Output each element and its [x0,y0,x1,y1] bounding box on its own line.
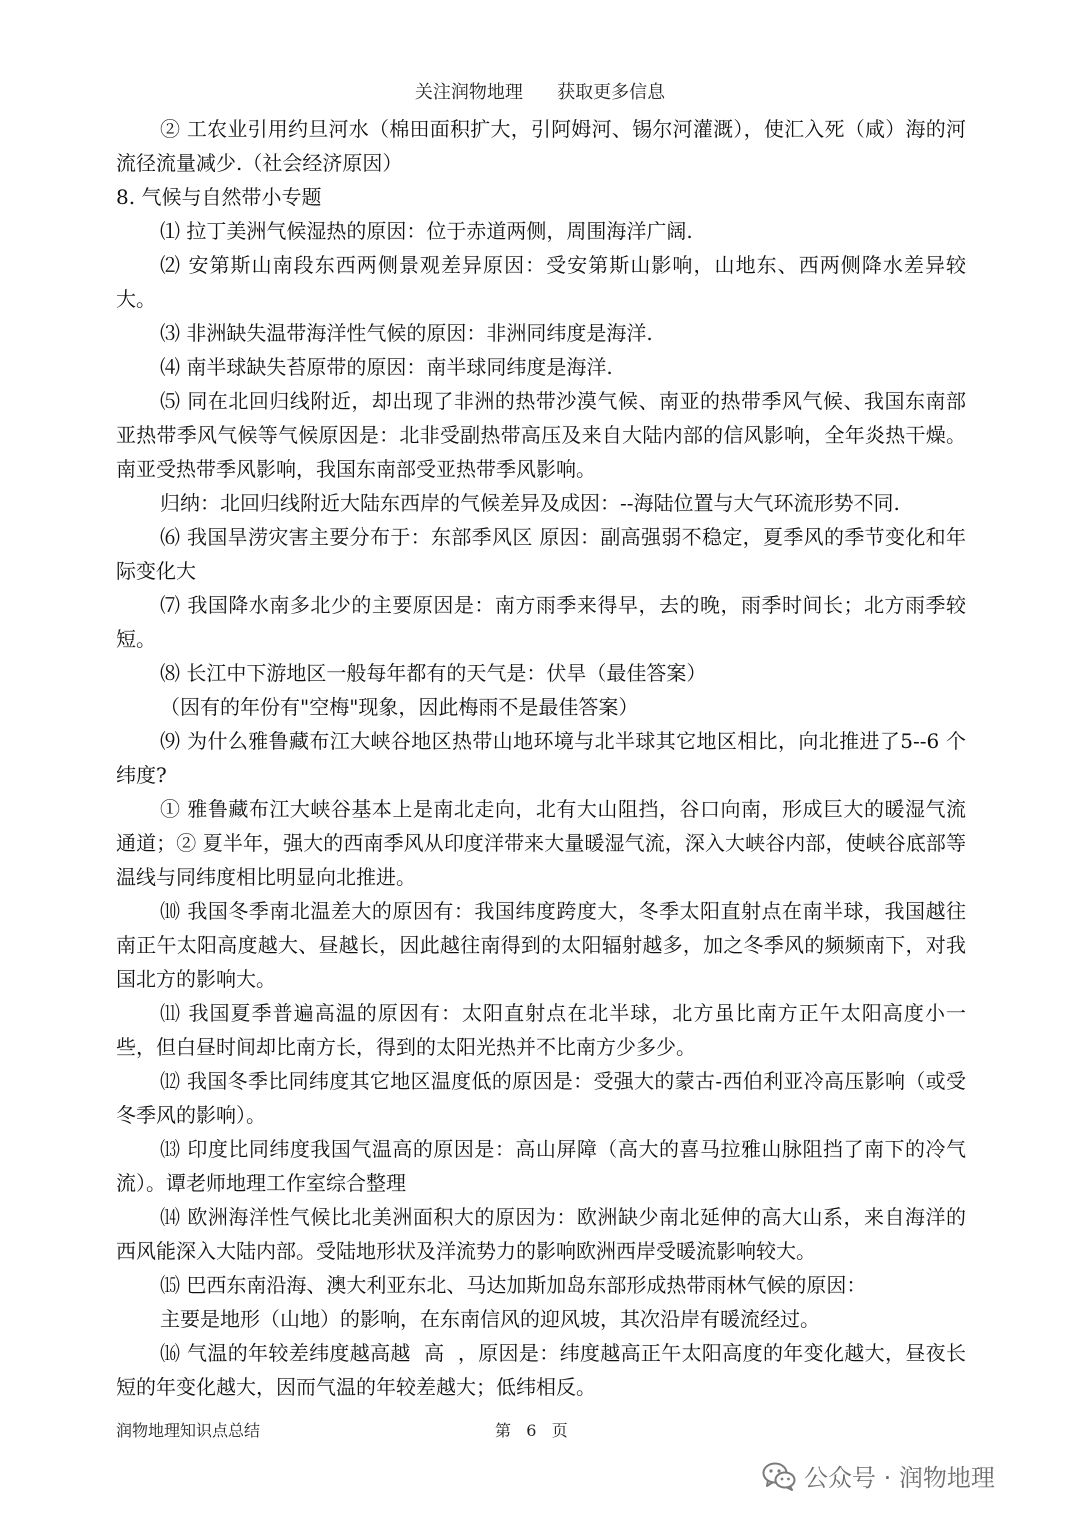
footer-title: 润物地理知识点总结 [116,1421,261,1440]
paragraph: ⒃ 气温的年较差纬度越高越 高 ，原因是：纬度越高正午太阳高度的年变化越大，昼夜长短的年变化越大，因而气温的年较差越大；低纬相反。 [116,1341,966,1399]
paragraph: ⒁ 欧洲海洋性气候比北美洲面积大的原因为：欧洲缺少南北延伸的高大山系，来自海洋的西风能深入大陆内部。受陆地形状及洋流势力的影响欧洲西岸受暖流影响较大。 [116,1205,966,1263]
paragraph: （因有的年份有"空梅"现象，因此梅雨不是最佳答案） [160,695,639,719]
paragraph: ⑿ 我国冬季比同纬度其它地区温度低的原因是：受强大的蒙古-西伯利亚冷高压影响（或受冬季风的影响）。 [116,1069,966,1127]
watermark-text: 公众号 · 润物地理 [804,1464,995,1492]
section-heading: 8. 气候与自然带小专题 [116,185,322,209]
paragraph: ⑼ 为什么雅鲁藏布江大峡谷地区热带山地环境与北半球其它地区相比，向北推进了5--6 个纬度? [116,729,966,787]
paragraph: ⑺ 我国降水南多北少的主要原因是：南方雨季来得早，去的晚，雨季时间长；北方雨季较短。 [116,593,966,651]
paragraph: ⑵ 安第斯山南段东西两侧景观差异原因：受安第斯山影响，山地东、西两侧降水差异较大。 [116,253,966,311]
paragraph: ⒀ 印度比同纬度我国气温高的原因是：高山屏障（高大的喜马拉雅山脉阻挡了南下的冷气流）。谭老师地理工作室综合整理 [116,1137,966,1195]
document-body [116,112,966,1404]
footer-page-number: 第 6 页 [495,1421,568,1440]
paragraph: ⑽ 我国冬季南北温差大的原因有：我国纬度跨度大，冬季太阳直射点在南半球，我国越往南正午太阳高度越大、昼越长，因此越往南得到的太阳辐射越多，加之冬季风的频频南下，对我国北方的影响大。 [116,899,966,991]
paragraph: ⑹ 我国旱涝灾害主要分布于：东部季风区 原因：副高强弱不稳定，夏季风的季节变化和年际变化大 [116,525,966,583]
wechat-icon [762,1461,796,1491]
paragraph: ② 工农业引用约旦河水（棉田面积扩大，引阿姆河、锡尔河灌溉），使汇入死（咸）海的河流径流量减少.（社会经济原因） [116,117,966,175]
paragraph: ⑶ 非洲缺失温带海洋性气候的原因：非洲同纬度是海洋. [160,321,653,345]
wechat-watermark [762,1458,995,1493]
paragraph: ⑸ 同在北回归线附近，却出现了非洲的热带沙漠气候、南亚的热带季风气候、我国东南部亚热带季风气候等气候原因是：北非受副热带高压及来自大陆内部的信风影响，全年炎热干燥。南亚受热带季风影响，我国东南部受亚热带季风影响。 [116,389,966,481]
page-header: 关注润物地理 获取更多信息 [414,82,666,103]
paragraph: ⒂ 巴西东南沿海、澳大利亚东北、马达加斯加岛东部形成热带雨林气候的原因： [160,1273,867,1297]
paragraph: 归纳：北回归线附近大陆东西岸的气候差异及成因：--海陆位置与大气环流形势不同. [160,491,900,515]
paragraph: ① 雅鲁藏布江大峡谷基本上是南北走向，北有大山阻挡，谷口向南，形成巨大的暖湿气流通道；② 夏半年，强大的西南季风从印度洋带来大量暖湿气流，深入大峡谷内部，使峡谷底部等温线与同纬度相比明显向北推进。 [116,797,966,889]
paragraph: ⑷ 南半球缺失苔原带的原因：南半球同纬度是海洋. [160,355,613,379]
paragraph: ⑴ 拉丁美洲气候湿热的原因：位于赤道两侧，周围海洋广阔. [160,219,693,243]
paragraph: 主要是地形（山地）的影响，在东南信风的迎风坡，其次沿岸有暖流经过。 [160,1307,820,1331]
paragraph: ⑾ 我国夏季普遍高温的原因有：太阳直射点在北半球，北方虽比南方正午太阳高度小一些，但白昼时间却比南方长，得到的太阳光热并不比南方少多少。 [116,1001,966,1059]
paragraph: ⑻ 长江中下游地区一般每年都有的天气是：伏旱（最佳答案） [160,661,707,685]
